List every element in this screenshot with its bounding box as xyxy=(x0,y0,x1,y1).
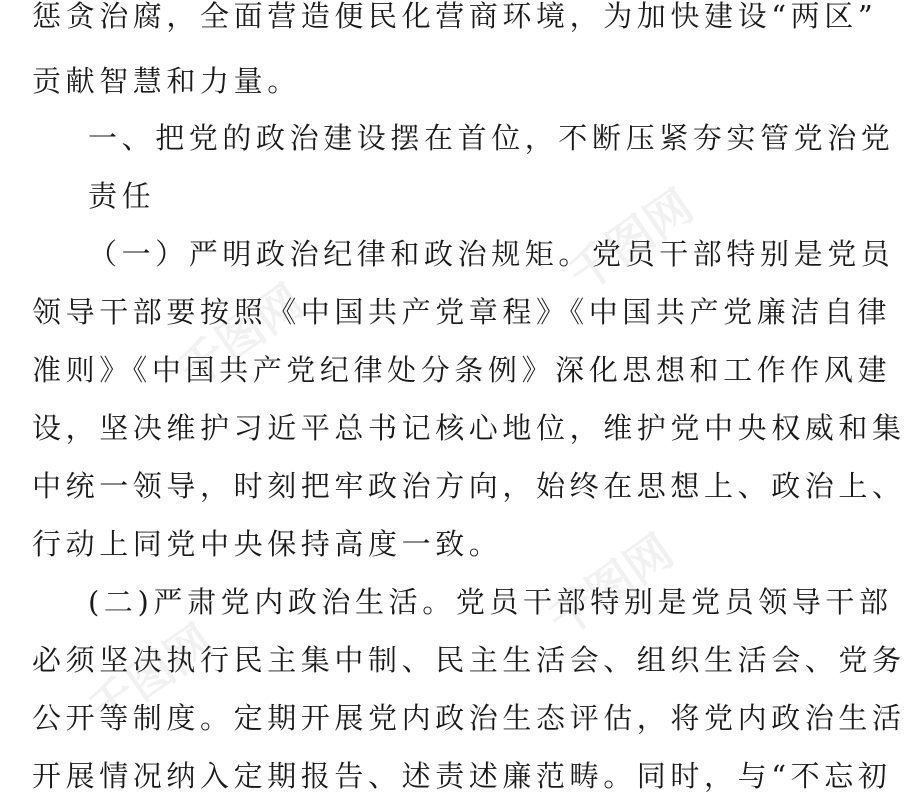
watermark-2: 千图网 xyxy=(168,273,313,398)
text-line-1: 惩贪治腐，全面营造便民化营商环境，为加快建设“两区” xyxy=(32,0,878,33)
text-line-12: 必须坚决执行民主集中制、民主生活会、组织生活会、党务 xyxy=(32,643,906,677)
section-heading-1-cont: 责任 xyxy=(88,179,156,213)
watermark-3: 千图网 xyxy=(538,523,683,648)
section-heading-1: 一、把党的政治建设摆在首位，不断压紧夯实管党治党 xyxy=(88,121,895,155)
text-line-9: 中统一领导，时刻把牢政治方向，始终在思想上、政治上、 xyxy=(32,469,906,503)
text-line-6: 领导干部要按照《中国共产党章程》《中国共产党廉洁自律 xyxy=(32,295,892,329)
text-line-7: 准则》《中国共产党纪律处分条例》深化思想和工作作风建 xyxy=(32,353,892,387)
text-line-8: 设，坚决维护习近平总书记核心地位，维护党中央权威和集 xyxy=(32,411,906,445)
text-line-10: 行动上同党中央保持高度一致。 xyxy=(32,527,503,561)
text-line-13: 公开等制度。定期开展党内政治生态评估，将党内政治生活 xyxy=(32,701,906,735)
text-line-11: (二)严肃党内政治生活。党员干部特别是党员领导干部 xyxy=(88,585,893,619)
text-line-5: （一）严明政治纪律和政治规矩。党员干部特别是党员 xyxy=(88,237,895,271)
watermark-4: 千图网 xyxy=(78,613,223,738)
text-line-2: 贡献智慧和力量。 xyxy=(32,64,301,98)
text-line-14: 开展情况纳入定期报告、述责述廉范畴。同时，与“不忘初 xyxy=(32,759,892,793)
watermark-1: 千图网 xyxy=(558,178,703,303)
